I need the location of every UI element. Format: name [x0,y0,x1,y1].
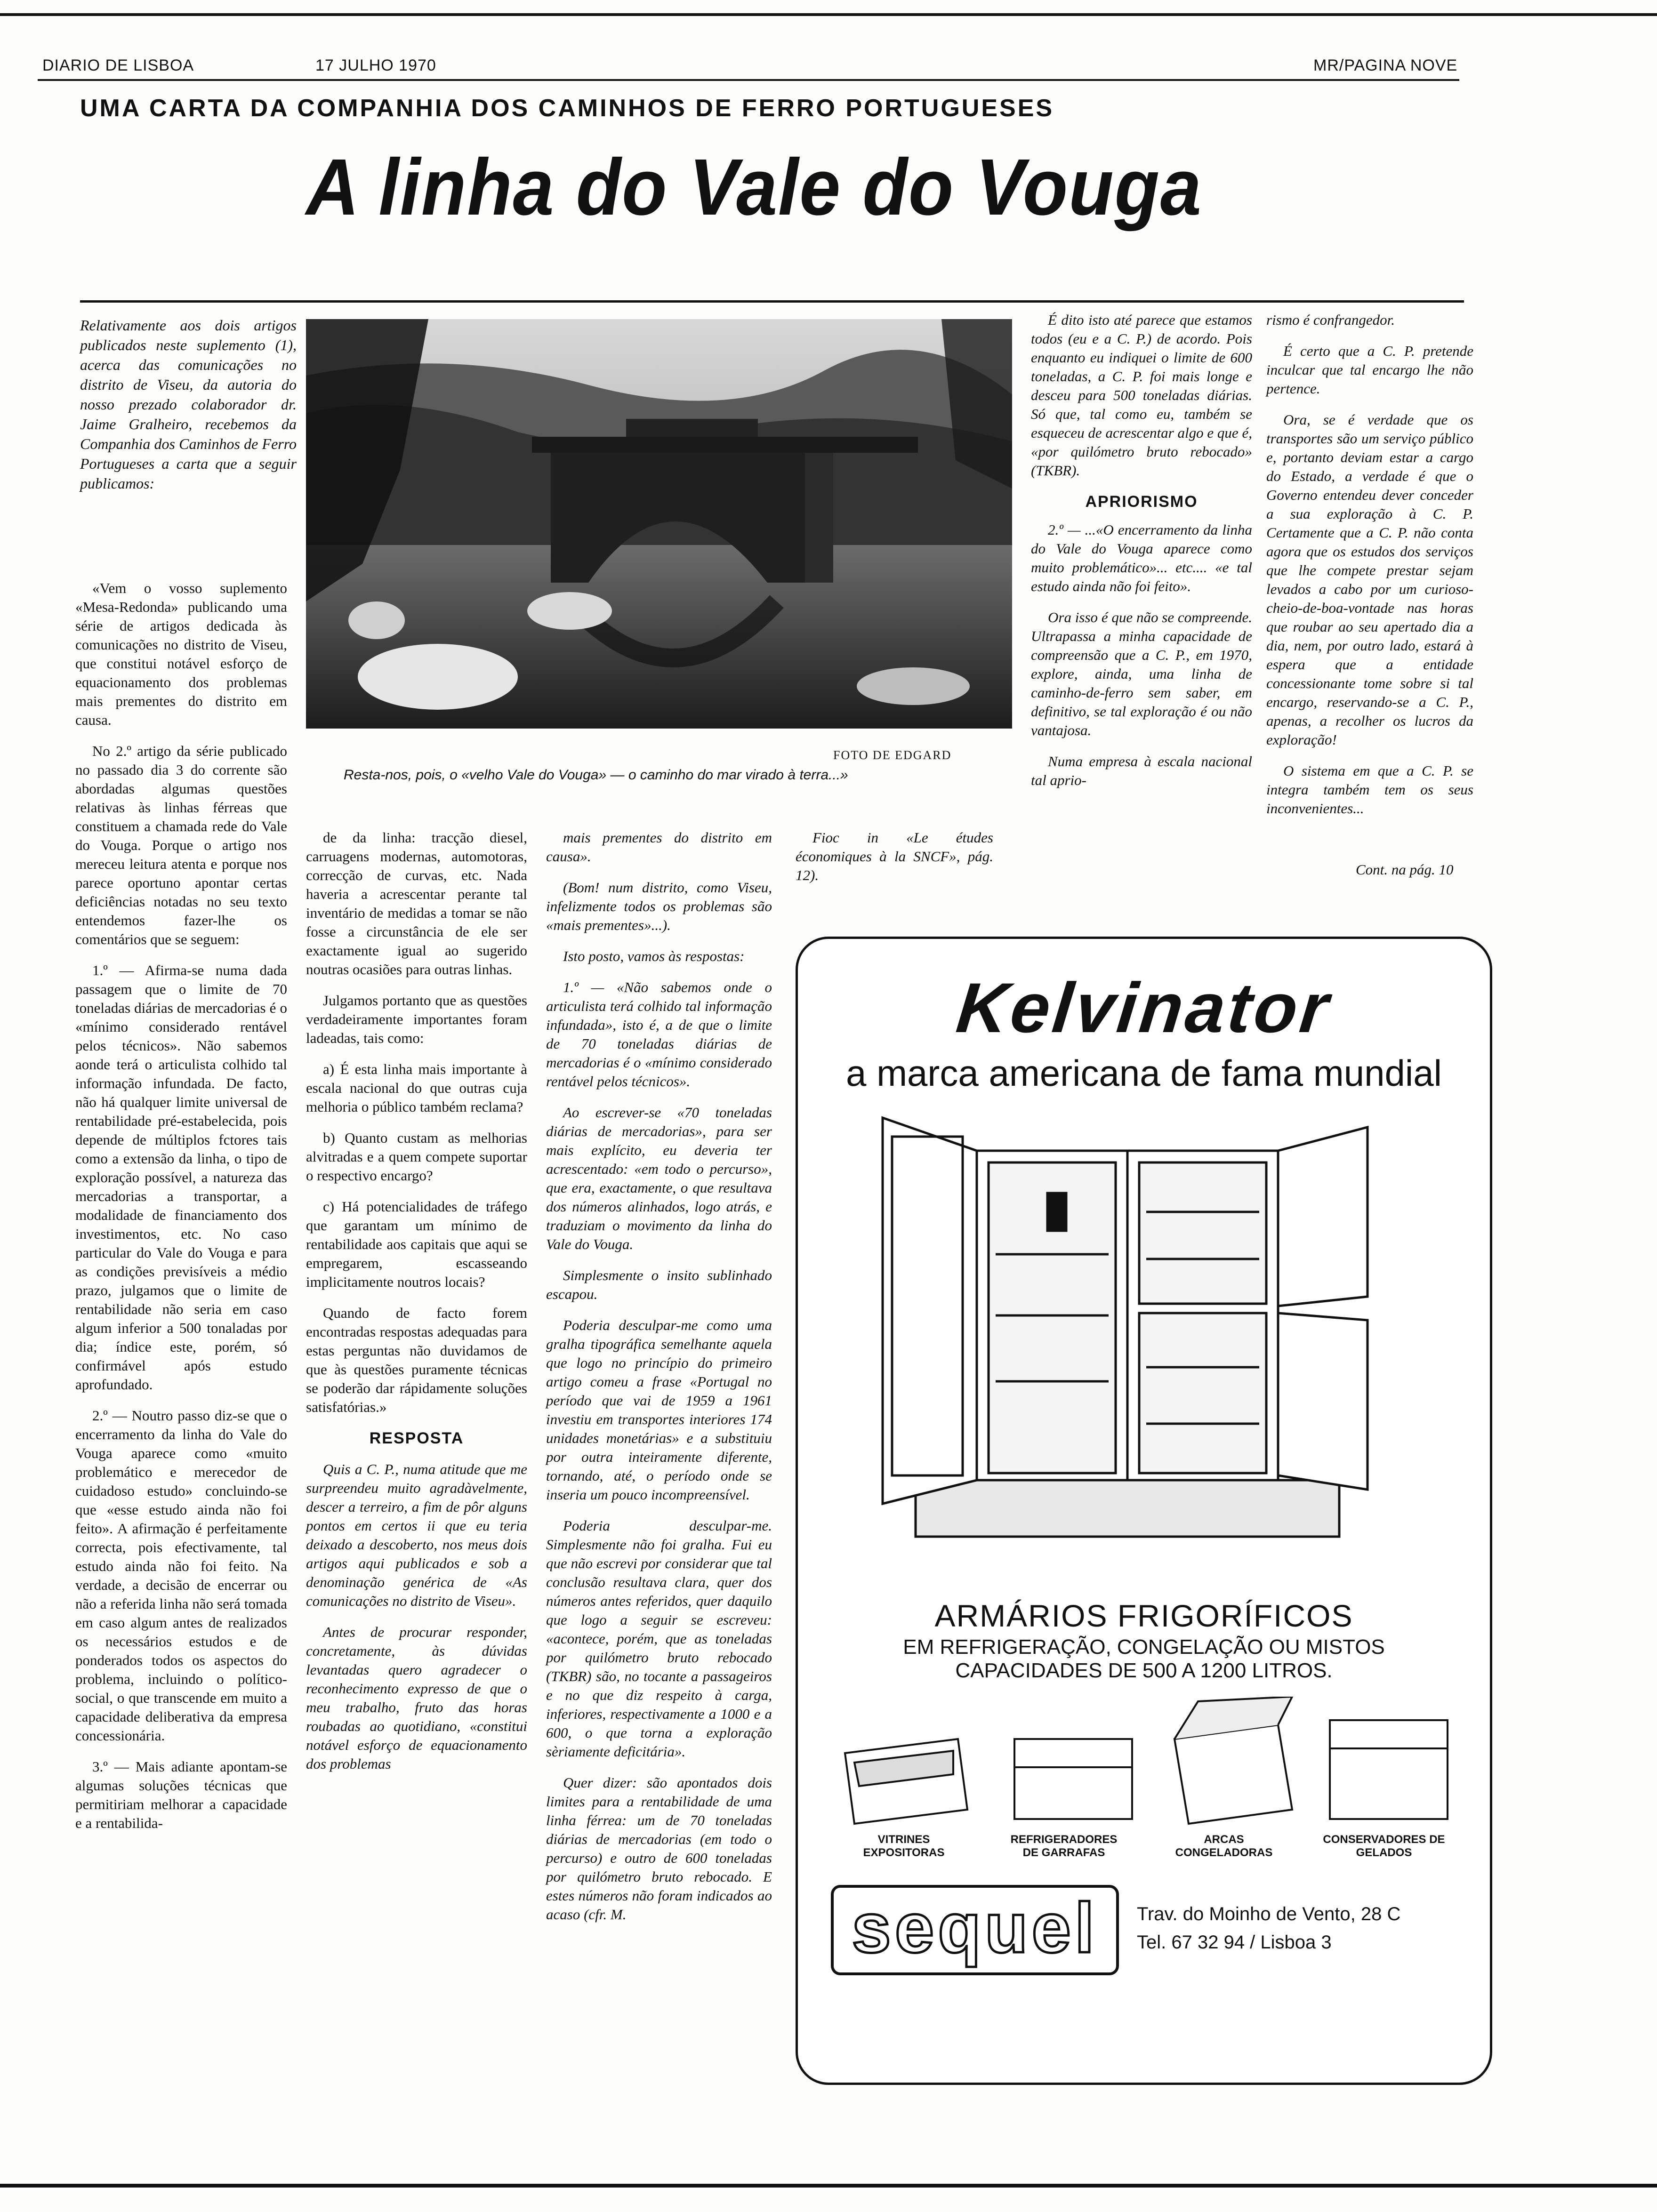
title-rule [80,300,1464,303]
bottle-cooler-icon [1014,1739,1132,1819]
photo-credit: FOTO DE EDGARD [833,748,952,762]
paragraph: Numa empresa à escala nacional tal aprio- [1031,753,1252,788]
resposta-heading: RESPOSTA [369,1429,464,1447]
paragraph: c) Há potencialidades de tráfego que garantam um mínimo de rentabilidade aos capitais que aqui se empregarem, escasseando implicitamente noutros locais? [306,1198,527,1290]
paragraph: Ora, se é verdade que os transportes são um serviço público e, portanto deviam estar a cargo do Estado, a verdade é que o Governo entendeu dever conceder a sua exploração à C. P. Certamente que a C. P. não conta agora que os estudos dos serviços que lhe compete prestar sejam levados a cabo por um curioso-cheio-de-boa-vontade nas horas que roubar ao seu apertado dia a dia, nem, por outro lado, estará à espera que a entidade concessionante tome sobre si tal encargo, reservando-se a C. P., apenas, a recolher os lucros da exploração! [1266,411,1473,748]
paragraph: rismo é confrangedor. [1266,312,1395,328]
column-2 [306,828,527,1786]
paragraph: (Bom! num distrito, como Viseu, infelizmente todos os problemas são «mais prementes»...). [546,879,772,933]
paragraph: Simplesmente o insito sublinhado escapou. [546,1267,772,1302]
product-label: REFRIGERADORES DE GARRAFAS [1010,1833,1118,1859]
paragraph: 3.º — Mais adiante apontam-se algumas soluções técnicas que permitiriam melhorar a capacidade e a rentabilida- [75,1758,287,1831]
paragraph: Fioc in «Le études économiques à la SNCF», pág. 12). [796,829,993,883]
page-label: MR/PAGINA NOVE [1313,56,1458,74]
sequel-logo: sequel [831,1885,1119,1975]
paragraph: Quis a C. P., numa atitude que me surpreendeu muito agradàvelmente, descer a terreiro, a fim de pôr alguns pontos em certos ii que eu teria deixado a descoberto, nos meus dois artigos aqui publicados e sob a denominação genérica de «As comunicações no distrito de Viseu». [306,1461,527,1609]
ad-headline: ARMÁRIOS FRIGORÍFICOS [934,1598,1353,1633]
bridge-photo [306,319,1012,729]
product-labels [826,1833,1466,1859]
ad-subtitle-1: EM REFRIGERAÇÃO, CONGELAÇÃO OU MISTOS [903,1635,1385,1659]
ad-tagline: a marca americana de fama mundial [846,1052,1442,1094]
paragraph: É certo que a C. P. pretende inculcar que tal encargo lhe não pertence. [1266,343,1473,397]
product-thumbnails [826,1697,1466,1828]
paragraph: Quando de facto forem encontradas respostas adequadas para estas perguntas não duvidamos de que às questões puramente técnicas se poderão dar rápidamente soluções satisfatórias.» [306,1305,527,1415]
ad-brand: Kelvinator [953,968,1335,1047]
chest-freezer-icon [1174,1725,1292,1824]
paragraph: 2.º — Noutro passo diz-se que o encerramento da linha do Vale do Vouga aparece como «muito problemático e merecedor de cuidadoso estudo» concluindo-se que «esse estudo ainda não foi feito». A afirmação é perfeitamente correcta, pois efectivamente, tal estudo ainda não foi feito. Na verdade, a decisão de encerrar ou não a referida linha não será tomada em caso algum antes de realizados os necessários estudos e de ponderados todos os aspectos do problema, incluindo o político-social, o que transcende em muito a capacidade deliberativa da empresa concessionária. [75,1407,287,1744]
dealer-phone: Tel. 67 32 94 / Lisboa 3 [1137,1932,1332,1953]
paragraph: Julgamos portanto que as questões verdadeiramente importantes foram ladeadas, tais como: [306,992,527,1046]
article-intro: Relativamente aos dois artigos publicados neste suplemento (1), acerca das comunicações no distrito de Viseu, da autoria do nosso prezado colaborador dr. Jaime Gralheiro, recebemos da Companhia dos Caminhos de Ferro Portugueses a carta que a seguir publicamos: [80,317,297,492]
photo-caption: Resta-nos, pois, o «velho Vale do Vouga» — o caminho do mar virado à terra...» [344,767,848,783]
paragraph: «Vem o vosso suplemento «Mesa-Redonda» publicando uma série de artigos dedicada às comunicações no distrito de Viseu, que constitui notável esforço de equacionamento dos problemas mais prementes do distrito em causa. [75,580,287,728]
product-label: CONSERVADORES DE GELADOS [1323,1833,1445,1859]
continued-label: Cont. na pág. 10 [1356,861,1454,878]
product-label: ARCAS CONGELADORAS [1175,1833,1273,1859]
column-3 [546,828,772,1936]
paragraph: mais prementes do distrito em causa». [546,829,772,865]
paragraph: Poderia desculpar-me. Simplesmente não foi gralha. Fui eu que não escrevi por considerar que tal conclusão resultava clara, quer dos números antes referidos, quer daquilo que logo a seguir se escreveu: «acontece, porém, que as toneladas por quilómetro bruto rebocado (TKBR) são, no tocante a passageiros e no que diz respeito à carga, inferiores, respectivamente a 1000 e a 600, o que torna a exploração sèriamente deficitária». [546,1517,772,1760]
paper-name: DIARIO DE LISBOA [42,56,194,74]
top-border [0,13,1657,16]
ice-cream-conserver-icon [1330,1720,1448,1819]
paragraph: 2.º — ...«O encerramento da linha do Vale do Vouga aparece como muito problemático»... etc.... «e tal estudo ainda não foi feito». [1031,521,1252,594]
paragraph: 1.º — Afirma-se numa dada passagem que o limite de 70 toneladas diárias de mercadorias é o «mínimo considerado rentável pelos técnicos». Não sabemos aonde terá o articulista colhido tal informação infundada. De facto, não há qualquer limite universal de rentabilidade pré-estabelecida, pois depende de múltiplos fctores tais como a extensão da linha, o tipo de exploração possível, a natureza das mercadorias a transportar, a modalidade de financiamento dos investimentos, etc. No caso particular do Vale do Vouga e para as condições previsíveis a médio prazo, julgamos que o limite de rentabilidade não seria em caso algum inferior a 500 tonaladas por dia; índice este, porém, só confirmável após estudo aprofundado. [75,962,287,1393]
masthead-rule [38,79,1459,81]
article-kicker: UMA CARTA DA COMPANHIA DOS CAMINHOS DE FERRO PORTUGUESES [80,95,1054,122]
paragraph: Ora isso é que não se compreende. Ultrapassa a minha capacidade de compreensão que a C. P., em 1970, explore, ainda, uma linha de caminho-de-ferro sem saber, em definitivo, se tal exploração é ou não vantajosa. [1031,609,1252,738]
paragraph: Antes de procurar responder, concretamente, às dúvidas levantadas quero agradecer o reconhecimento expresso de que o meu trabalho, fruto das horas roubadas ao quotidiano, «constitui notável esforço de equacionamento dos problemas [306,1624,527,1772]
dealer-address: Trav. do Moinho de Vento, 28 C [1137,1904,1401,1924]
column-6 [1266,311,1473,830]
article-title: A linha do Vale do Vouga [306,143,1202,232]
paragraph: Ao escrever-se «70 toneladas diárias de mercadorias», para ser mais explícito, eu deveria ter acrescentado: «em todo o percurso», que era, exactamente, o que resultava dos números alinhados, logo atrás, e traduziam o movimento da linha do Vale do Vouga. [546,1104,772,1252]
paragraph: a) É esta linha mais importante à escala nacional do que outras cuja melhoria o público também reclama? [306,1061,527,1115]
paragraph: Poderia desculpar-me como uma gralha tipográfica semelhante aquela que logo no princípio do primeiro artigo comeu a frase «Portugal no período que vai de 1959 a 1961 investiu em transportes interiores 174 unidades monetárias» e a substituiu por outra inteiramente diferente, tornando, até, o período onde se inseria um pouco incompreensível. [546,1317,772,1503]
paragraph: 1.º — «Não sabemos onde o articulista terá colhido tal informação infundada», isto é, a de que o limite de 70 toneladas diárias de mercadorias é o «mínimo considerado rentável pelos técnicos». [546,979,772,1090]
bridge-photo-drawing [306,319,1012,729]
refrigerator-illustration [826,1099,1466,1579]
paragraph: Quer dizer: são apontados dois limites para a rentabilidade de uma linha férrea: um de 70 toneladas diárias de mercadorias (em todo o percurso) e outro de 600 toneladas por quilómetro bruto rebocado. E estes números não foram indicados ao acaso (cfr. M. [546,1774,772,1923]
paragraph: b) Quanto custam as melhorias alvitradas e a quem compete suportar o respectivo encargo? [306,1130,527,1184]
column-1 [75,579,287,1845]
paragraph: É dito isto até parece que estamos todos (eu e a C. P.) de acordo. Pois enquanto eu indiquei o limite de 600 toneladas, a C. P. foi mais longe e desceu para 500 toneladas diárias. Só que, tal como eu, também se esqueceu de acrescentar algo e que é, «por quilómetro bruto rebocado» (TKBR). [1031,312,1252,479]
paragraph: O sistema em que a C. P. se integra também tem os seus inconvenientes... [1266,762,1473,817]
issue-date: 17 JULHO 1970 [315,56,436,74]
column-4-footnote [796,828,993,897]
product-label: VITRINES EXPOSITORAS [863,1833,945,1859]
paragraph: de da linha: tracção diesel, carruagens modernas, automotoras, correcção de curvas, etc. Nada haveria a acrescentar perante tal inventário de medidas a tomar se não fosse a circunstância de ele ser exactamente igual ao sugerido noutras ocasiões para outras linhas. [306,829,527,978]
paragraph: Isto posto, vamos às respostas: [563,948,745,964]
paragraph: No 2.º artigo da série publicado no passado dia 3 do corrente são abordadas algumas questões relativas às linhas férreas que constituem a chamada rede do Vale do Vouga. Porque o artigo nos mereceu leitura atenta e porque nos parece oportuno apontar certas deficiências notadas no seu texto entendemos fazer-lhe os comentários que se seguem: [75,743,287,947]
kelvinator-ad [796,937,1492,2085]
column-5 [1031,311,1252,802]
apriorismo-heading: APRIORISMO [1085,493,1198,511]
ad-subtitle-2: CAPACIDADES DE 500 A 1200 LITROS. [955,1659,1333,1682]
bottom-border [0,2184,1657,2188]
